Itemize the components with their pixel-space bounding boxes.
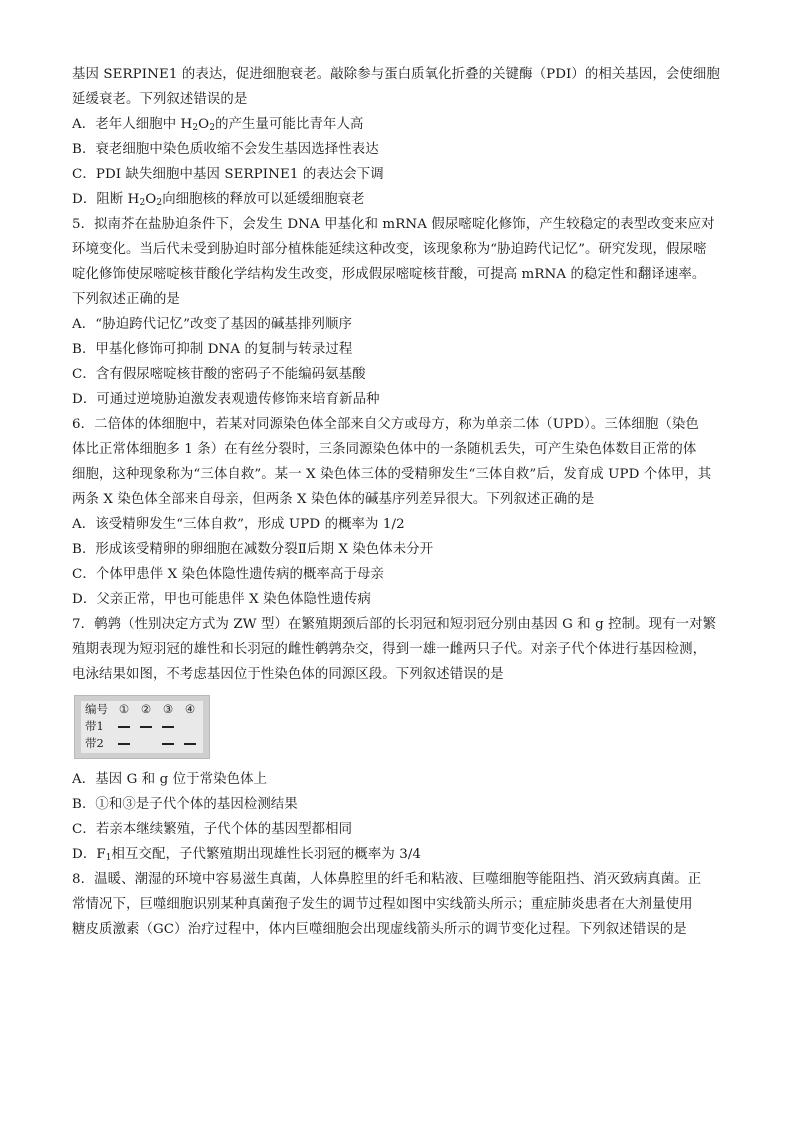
document-page [72, 62, 724, 942]
band2-lane4 [181, 735, 199, 752]
q5-stem-line: 5．拟南芥在盐胁迫条件下，会发生 DNA 甲基化和 mRNA 假尿嘧啶化修饰，产生较稳定的表型改变来应对 [72, 217, 715, 232]
band2-lane3 [159, 735, 177, 752]
band1-label: 带1 [85, 719, 104, 733]
q5-stem-line: 啶化修饰使尿嘧啶核苷酸化学结构发生改变，形成假尿嘧啶核苷酸，可提高 mRNA 的稳定性和翻译速率。 [72, 267, 706, 282]
q6-stem-line: 体比正常体细胞多 1 条）在有丝分裂时，三条同源染色体中的一条随机丢失，可产生染色体数目正常的体 [72, 442, 697, 457]
figure-band1-row [85, 718, 104, 735]
text-line: 基因 SERPINE1 的表达，促进细胞衰老。敲除参与蛋白质氧化折叠的关键酶（PDI）的相关基因，会使细胞 [72, 67, 720, 82]
electrophoresis-figure [74, 695, 210, 759]
q6-stem-line: 6．二倍体的体细胞中，若某对同源染色体全部来自父方或母方，称为单亲二体（UPD）。三体细胞（染色 [72, 417, 699, 432]
electrophoresis-table [81, 701, 203, 753]
band2-label: 带2 [85, 736, 104, 750]
band-mark [162, 743, 174, 745]
q7-option-d: D．$F_1$相互交配，子代繁殖期出现雄性长羽冠的概率为 3/4 [72, 847, 422, 863]
q6-option-d: D．父亲正常，甲也可能患伴 X 染色体隐性遗传病 [72, 592, 371, 607]
q5-option-c: C．含有假尿嘧啶核苷酸的密码子不能编码氨基酸 [72, 367, 366, 382]
band1-lane3 [159, 718, 177, 735]
q8-stem-line: 糖皮质激素（GC）治疗过程中，体内巨噬细胞会出现虚线箭头所示的调节变化过程。下列叙述错误的是 [72, 922, 687, 937]
lane-number: ② [140, 702, 152, 716]
q7-option-c: C．若亲本继续繁殖，子代个体的基因型都相同 [72, 822, 353, 837]
q5-option-b: B．甲基化修饰可抑制 DNA 的复制与转录过程 [72, 342, 353, 357]
q7-stem-line: 殖期表现为短羽冠的雄性和长羽冠的雌性鹌鹑杂交，得到一雄一雌两只子代。对亲子代个体进行基因检测， [72, 642, 707, 657]
q5-stem-line: 环境变化。当后代未受到胁迫时部分植株能延续这种改变，该现象称为“胁迫跨代记忆”。研究发现，假尿嘧 [72, 242, 707, 257]
q7-option-a: A．基因 G 和 g 位于常染色体上 [72, 772, 268, 787]
q7-stem-line: 电泳结果如图，不考虑基因位于性染色体的同源区段。下列叙述错误的是 [72, 667, 504, 682]
q8-stem-line: 8．温暖、潮湿的环境中容易滋生真菌，人体鼻腔里的纤毛和粘液、巨噬细胞等能阻挡、消灭致病真菌。正 [72, 872, 702, 887]
q6-option-c: C．个体甲患伴 X 染色体隐性遗传病的概率高于母亲 [72, 567, 384, 582]
q4-option-d: D．阻断 $H_2O_2$向细胞核的释放可以延缓细胞衰老 [72, 192, 365, 208]
q6-stem-line: 细胞，这种现象称为“三体自救”。某一 X 染色体三体的受精卵发生“三体自救”后，发育成 UPD 个体甲，其 [72, 467, 712, 482]
band-mark [118, 726, 130, 728]
figure-header-row [85, 701, 196, 718]
lane-number: ① [118, 702, 130, 716]
band2-lane1 [115, 735, 133, 752]
q8-stem-line: 常情况下，巨噬细胞识别某种真菌孢子发生的调节过程如图中实线箭头所示；重症肺炎患者在大剂量使用 [72, 897, 693, 912]
q5-option-a: A．“胁迫跨代记忆”改变了基因的碱基排列顺序 [72, 317, 352, 332]
band-mark [140, 726, 152, 728]
band1-lane1 [115, 718, 133, 735]
q5-option-d: D．可通过逆境胁迫激发表观遗传修饰来培育新品种 [72, 392, 380, 407]
q6-stem-line: 两条 X 染色体全部来自母亲，但两条 X 染色体的碱基序列差异很大。下列叙述正确的是 [72, 492, 595, 507]
band-mark [184, 743, 196, 745]
q4-option-b: B．衰老细胞中染色质收缩不会发生基因选择性表达 [72, 142, 379, 157]
lane-number: ③ [162, 702, 174, 716]
q7-option-b: B．①和③是子代个体的基因检测结果 [72, 797, 298, 812]
q6-option-b: B．形成该受精卵的卵细胞在减数分裂Ⅱ后期 X 染色体未分开 [72, 542, 434, 557]
band-mark [118, 743, 130, 745]
text-line: 延缓衰老。下列叙述错误的是 [72, 92, 248, 107]
q6-option-a: A．该受精卵发生“三体自救”，形成 UPD 的概率为 1/2 [72, 517, 405, 532]
band-mark [162, 726, 174, 728]
band1-lane2 [137, 718, 155, 735]
q7-stem-line: 7．鹌鹑（性别决定方式为 ZW 型）在繁殖期颈后部的长羽冠和短羽冠分别由基因 G 和 g 控制。现有一对繁 [72, 617, 717, 632]
q5-stem-line: 下列叙述正确的是 [72, 292, 180, 307]
q4-option-a: A．老年人细胞中 $H_2O_2$的产生量可能比青年人高 [72, 117, 364, 133]
figure-band2-row [85, 735, 104, 752]
header-label: 编号 [85, 702, 108, 716]
lane-number: ④ [184, 702, 196, 716]
q4-option-c: C．PDI 缺失细胞中基因 SERPINE1 的表达会下调 [72, 167, 384, 182]
